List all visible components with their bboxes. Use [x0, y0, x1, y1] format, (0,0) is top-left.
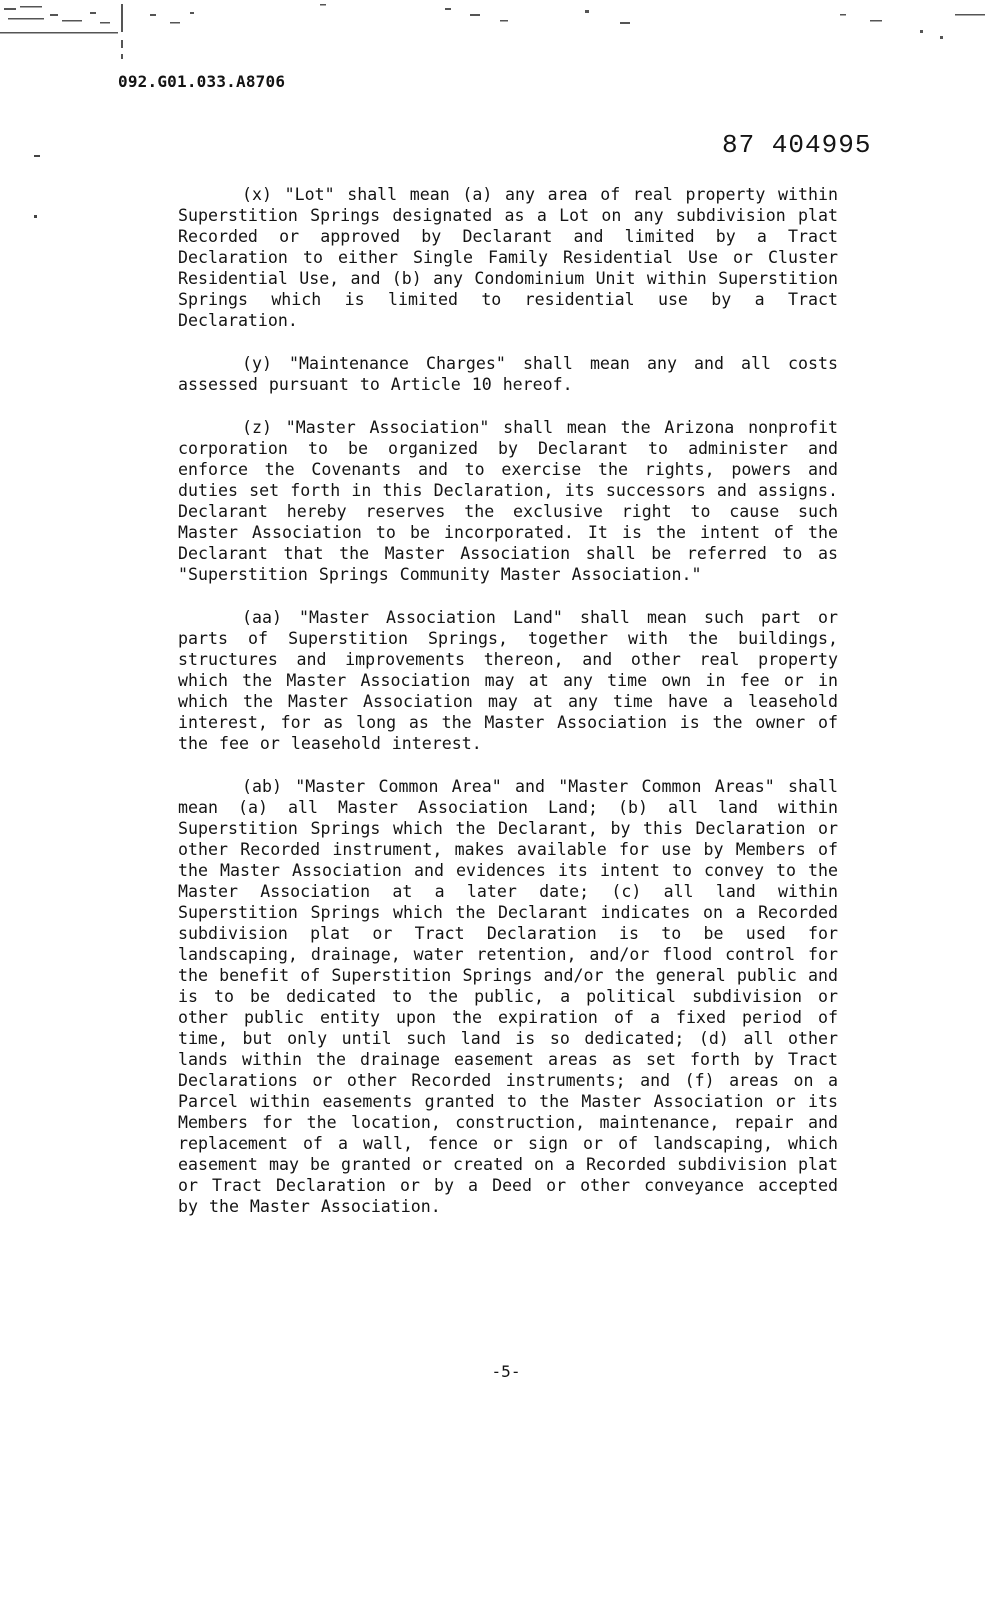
scan-noise-artifacts	[0, 0, 992, 60]
page-number: -5-	[491, 1362, 521, 1381]
definition-maintenance-charges: (y) "Maintenance Charges" shall mean any and all costs assessed pursuant to Article 10 hereof.	[178, 354, 838, 394]
margin-mark	[34, 155, 40, 157]
document-id: 092.G01.033.A8706	[118, 72, 286, 91]
margin-dot	[34, 215, 37, 218]
recording-stamp: 87 404995	[722, 130, 872, 160]
definitions-body	[178, 184, 838, 1239]
definition-lot: (x) "Lot" shall mean (a) any area of real property within Superstition Springs designated as a Lot on any subdivision plat Recorded or approved by Declarant and limited by a Tract Declaration to either Single Family Residential Use or Cluster Residential Use, and (b) any Condominium Unit within Superstition Springs which is limited to residential use by a Tract Declaration.	[178, 185, 838, 330]
definition-master-association-land: (aa) "Master Association Land" shall mean such part or parts of Superstition Springs, together with the buildings, structures and improvements thereon, and other real property which the Master Association may at any time own in fee or in which the Master Association may at any time have a leasehold interest, for as long as the Master Association is the owner of the fee or leasehold interest.	[178, 608, 838, 753]
definition-master-association: (z) "Master Association" shall mean the Arizona nonprofit corporation to be organized by Declarant to administer and enforce the Covenants and to exercise the rights, powers and duties set forth in this Declaration, its successors and assigns. Declarant hereby reserves the exclusive right to cause such Master Association to be incorporated. It is the intent of the Declarant that the Master Association shall be referred to as "Superstition Springs Community Master Association."	[178, 418, 838, 584]
definition-master-common-area: (ab) "Master Common Area" and "Master Common Areas" shall mean (a) all Master Association Land; (b) all land within Superstition Springs which the Declarant, by this Declaration or other Recorded instrument, makes available for use by Members of the Master Association and evidences its intent to convey to the Master Association at a later date; (c) all land within Superstition Springs which the Declarant indicates on a Recorded subdivision plat or Tract Declaration is to be used for landscaping, drainage, water retention, and/or flood control for the benefit of Superstition Springs and/or the general public and is to be dedicated to the public, a political subdivision or other public entity upon the expiration of a fixed period of time, but only until such land is so dedicated; (d) all other lands within the drainage easement areas as set forth by Tract Declarations or other Recorded instruments; and (f) areas on a Parcel within easements granted to the Master Association or its Members for the location, construction, maintenance, repair and replacement of a wall, fence or sign or of landscaping, which easement may be granted or created on a Recorded subdivision plat or Tract Declaration or by a Deed or other conveyance accepted by the Master Association.	[178, 777, 838, 1216]
